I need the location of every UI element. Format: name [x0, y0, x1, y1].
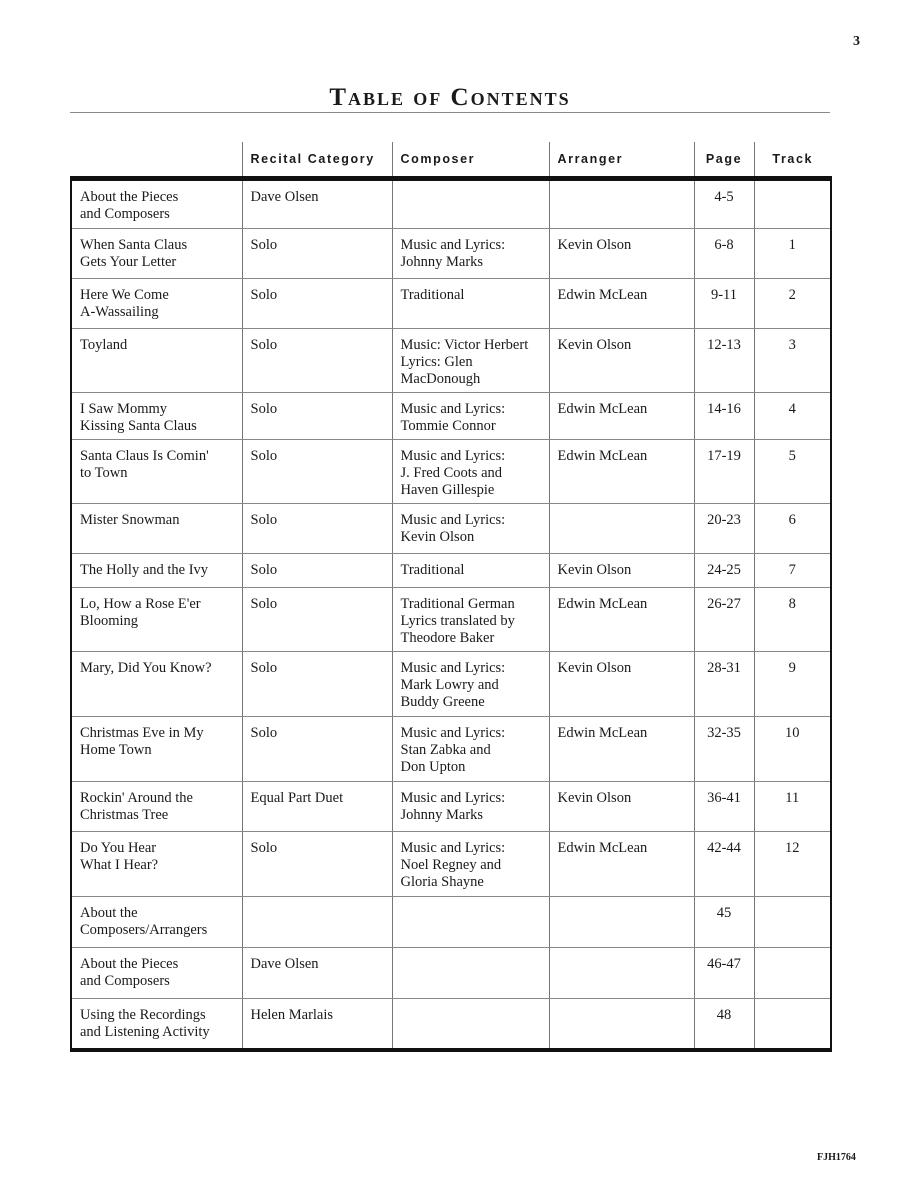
table-row: [71, 554, 831, 588]
table-row: [71, 279, 831, 329]
composer: Music and Lyrics: Noel Regney and Gloria Shayne: [392, 832, 549, 897]
page-range: 46-47: [694, 948, 754, 999]
track-number: [754, 999, 831, 1050]
header-arranger: Arranger: [549, 142, 694, 179]
track-number: 10: [754, 717, 831, 782]
arranger: [549, 897, 694, 948]
composer: Music and Lyrics: J. Fred Coots and Haven Gillespie: [392, 440, 549, 504]
recital-category: Helen Marlais: [242, 999, 392, 1050]
arranger: Kevin Olson: [549, 652, 694, 717]
track-number: 3: [754, 329, 831, 393]
arranger: Edwin McLean: [549, 393, 694, 440]
page-range: 42-44: [694, 832, 754, 897]
table-row: [71, 782, 831, 832]
track-number: 4: [754, 393, 831, 440]
piece-title: Toyland: [71, 329, 242, 393]
page-range: 4-5: [694, 179, 754, 229]
piece-title: Christmas Eve in My Home Town: [71, 717, 242, 782]
composer: [392, 179, 549, 229]
recital-category: Equal Part Duet: [242, 782, 392, 832]
table-row: [71, 897, 831, 948]
page-range: 26-27: [694, 588, 754, 652]
contents-table: [70, 142, 832, 1052]
header-piece: [71, 142, 242, 179]
page-number: 3: [853, 34, 860, 49]
catalog-code: FJH1764: [817, 1152, 856, 1163]
table-header-row: [71, 142, 831, 179]
recital-category: Solo: [242, 832, 392, 897]
piece-title: Mister Snowman: [71, 504, 242, 554]
page-range: 24-25: [694, 554, 754, 588]
composer: Traditional: [392, 279, 549, 329]
piece-title: Santa Claus Is Comin' to Town: [71, 440, 242, 504]
composer: Music and Lyrics: Mark Lowry and Buddy Greene: [392, 652, 549, 717]
page-range: 36-41: [694, 782, 754, 832]
piece-title: I Saw Mommy Kissing Santa Claus: [71, 393, 242, 440]
recital-category: Dave Olsen: [242, 179, 392, 229]
title-divider: [70, 112, 830, 113]
piece-title: Lo, How a Rose E'er Blooming: [71, 588, 242, 652]
table-row: [71, 179, 831, 229]
arranger: Kevin Olson: [549, 329, 694, 393]
recital-category: [242, 897, 392, 948]
table-body: [71, 179, 831, 1050]
piece-title: About the Pieces and Composers: [71, 179, 242, 229]
track-number: 9: [754, 652, 831, 717]
arranger: Edwin McLean: [549, 440, 694, 504]
page-range: 17-19: [694, 440, 754, 504]
recital-category: Solo: [242, 554, 392, 588]
recital-category: Solo: [242, 440, 392, 504]
arranger: Kevin Olson: [549, 782, 694, 832]
arranger: Edwin McLean: [549, 588, 694, 652]
composer: Music and Lyrics: Johnny Marks: [392, 229, 549, 279]
composer: Music: Victor Herbert Lyrics: Glen MacDonough: [392, 329, 549, 393]
composer: Traditional German Lyrics translated by Theodore Baker: [392, 588, 549, 652]
piece-title: Rockin' Around the Christmas Tree: [71, 782, 242, 832]
header-page: Page: [694, 142, 754, 179]
composer: Music and Lyrics: Johnny Marks: [392, 782, 549, 832]
arranger: Kevin Olson: [549, 229, 694, 279]
piece-title: Using the Recordings and Listening Activity: [71, 999, 242, 1050]
table-row: [71, 832, 831, 897]
composer: [392, 999, 549, 1050]
header-recital-category: Recital Category: [242, 142, 392, 179]
piece-title: About the Composers/Arrangers: [71, 897, 242, 948]
track-number: [754, 897, 831, 948]
track-number: 7: [754, 554, 831, 588]
page-range: 20-23: [694, 504, 754, 554]
arranger: [549, 948, 694, 999]
track-number: 1: [754, 229, 831, 279]
page-range: 45: [694, 897, 754, 948]
arranger: Edwin McLean: [549, 717, 694, 782]
piece-title: Here We Come A-Wassailing: [71, 279, 242, 329]
composer: [392, 897, 549, 948]
arranger: Edwin McLean: [549, 279, 694, 329]
recital-category: Solo: [242, 279, 392, 329]
page-range: 28-31: [694, 652, 754, 717]
page-range: 12-13: [694, 329, 754, 393]
recital-category: Dave Olsen: [242, 948, 392, 999]
table-row: [71, 229, 831, 279]
table-row: [71, 329, 831, 393]
table-row: [71, 717, 831, 782]
header-track: Track: [754, 142, 831, 179]
page-range: 6-8: [694, 229, 754, 279]
track-number: [754, 948, 831, 999]
recital-category: Solo: [242, 588, 392, 652]
arranger: Edwin McLean: [549, 832, 694, 897]
track-number: 8: [754, 588, 831, 652]
recital-category: Solo: [242, 652, 392, 717]
table-row: [71, 999, 831, 1050]
recital-category: Solo: [242, 329, 392, 393]
table-row: [71, 588, 831, 652]
composer: Traditional: [392, 554, 549, 588]
piece-title: When Santa Claus Gets Your Letter: [71, 229, 242, 279]
piece-title: Do You Hear What I Hear?: [71, 832, 242, 897]
table-row: [71, 652, 831, 717]
page-range: 14-16: [694, 393, 754, 440]
track-number: 6: [754, 504, 831, 554]
page-title: Table of Contents: [329, 84, 571, 111]
composer: Music and Lyrics: Kevin Olson: [392, 504, 549, 554]
page-range: 48: [694, 999, 754, 1050]
arranger: [549, 999, 694, 1050]
track-number: 12: [754, 832, 831, 897]
recital-category: Solo: [242, 393, 392, 440]
composer: [392, 948, 549, 999]
arranger: [549, 504, 694, 554]
recital-category: Solo: [242, 504, 392, 554]
track-number: 2: [754, 279, 831, 329]
piece-title: About the Pieces and Composers: [71, 948, 242, 999]
composer: Music and Lyrics: Tommie Connor: [392, 393, 549, 440]
composer: Music and Lyrics: Stan Zabka and Don Upton: [392, 717, 549, 782]
arranger: [549, 179, 694, 229]
table-row: [71, 393, 831, 440]
table-row: [71, 440, 831, 504]
table-row: [71, 948, 831, 999]
header-composer: Composer: [392, 142, 549, 179]
piece-title: The Holly and the Ivy: [71, 554, 242, 588]
page-range: 9-11: [694, 279, 754, 329]
recital-category: Solo: [242, 717, 392, 782]
piece-title: Mary, Did You Know?: [71, 652, 242, 717]
track-number: 11: [754, 782, 831, 832]
page-range: 32-35: [694, 717, 754, 782]
recital-category: Solo: [242, 229, 392, 279]
track-number: 5: [754, 440, 831, 504]
table-row: [71, 504, 831, 554]
arranger: Kevin Olson: [549, 554, 694, 588]
track-number: [754, 179, 831, 229]
